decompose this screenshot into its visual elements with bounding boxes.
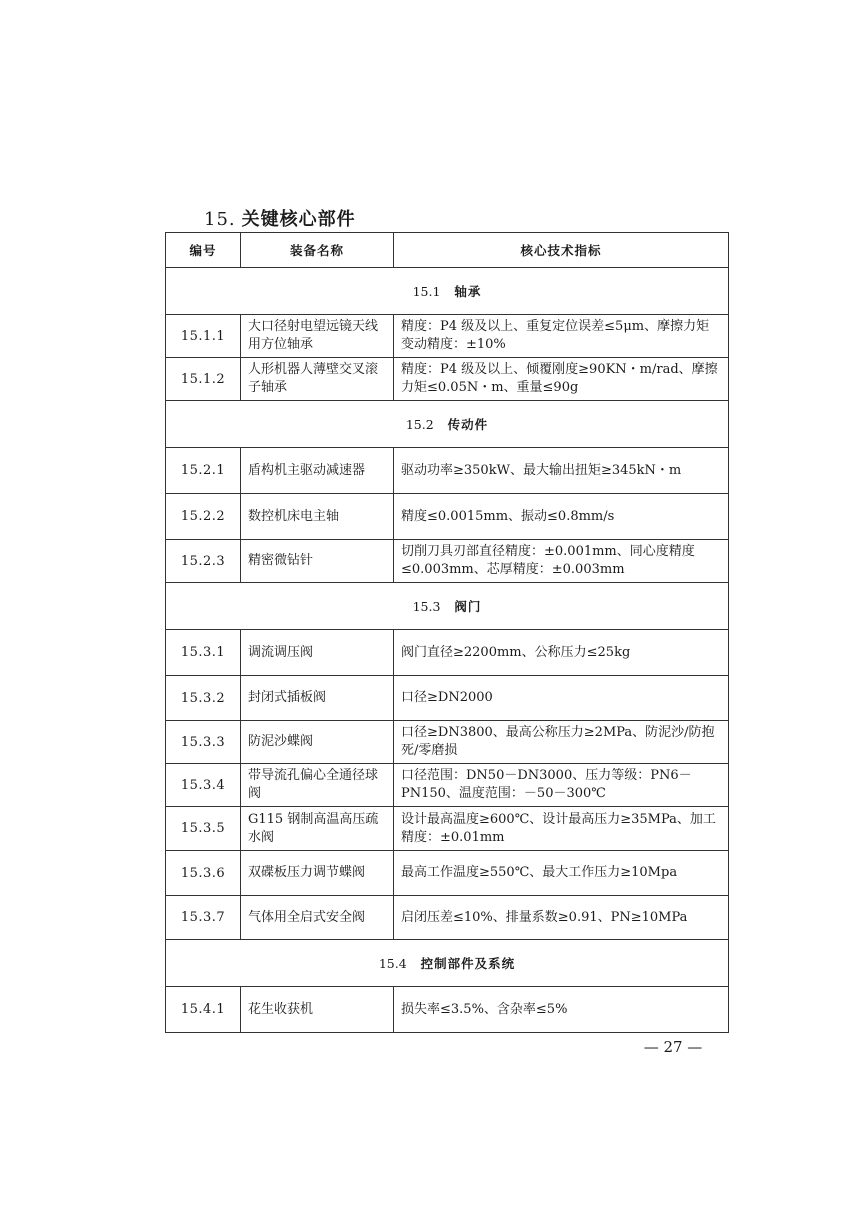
section-title-text: 关键核心部件 bbox=[241, 209, 356, 230]
row-spec: 精度：P4 级及以上、倾覆刚度≥90KN・m/rad、摩擦力矩≤0.05N・m、重量≤90g bbox=[394, 358, 729, 401]
group-row-bearing bbox=[166, 268, 729, 315]
row-id: 15.4.1 bbox=[166, 987, 241, 1033]
row-id: 15.3.4 bbox=[166, 764, 241, 807]
row-name: 盾构机主驱动减速器 bbox=[241, 448, 394, 494]
table-row bbox=[166, 721, 729, 764]
row-spec: 损失率≤3.5%、含杂率≤5% bbox=[394, 987, 729, 1033]
table-row bbox=[166, 676, 729, 721]
table-row bbox=[166, 540, 729, 583]
group-name: 控制部件及系统 bbox=[420, 956, 516, 971]
row-id: 15.1.1 bbox=[166, 315, 241, 358]
group-row-valves bbox=[166, 583, 729, 630]
group-name: 轴承 bbox=[454, 284, 482, 299]
row-spec: 口径范围：DN50－DN3000、压力等级：PN6－PN150、温度范围：－50－300℃ bbox=[394, 764, 729, 807]
row-spec: 精度：P4 级及以上、重复定位误差≤5μm、摩擦力矩变动精度：±10% bbox=[394, 315, 729, 358]
table-row bbox=[166, 358, 729, 401]
row-spec: 最高工作温度≥550℃、最大工作压力≥10Mpa bbox=[394, 851, 729, 896]
row-spec: 切削刀具刃部直径精度：±0.001mm、同心度精度≤0.003mm、芯厚精度：±0.003mm bbox=[394, 540, 729, 583]
row-name: 调流调压阀 bbox=[241, 630, 394, 676]
header-core-spec: 核心技术指标 bbox=[394, 233, 729, 268]
row-id: 15.3.6 bbox=[166, 851, 241, 896]
table-row bbox=[166, 630, 729, 676]
core-components-table bbox=[165, 232, 729, 1033]
row-name: 大口径射电望远镜天线用方位轴承 bbox=[241, 315, 394, 358]
row-name: 双碟板压力调节蝶阀 bbox=[241, 851, 394, 896]
group-cell bbox=[166, 401, 729, 448]
table-row bbox=[166, 315, 729, 358]
row-name: 气体用全启式安全阀 bbox=[241, 896, 394, 940]
table-row bbox=[166, 896, 729, 940]
header-equipment-name: 装备名称 bbox=[241, 233, 394, 268]
table-row bbox=[166, 448, 729, 494]
row-id: 15.3.2 bbox=[166, 676, 241, 721]
group-cell bbox=[166, 583, 729, 630]
group-number: 15.3 bbox=[412, 599, 441, 614]
row-name: 防泥沙蝶阀 bbox=[241, 721, 394, 764]
row-name: G115 钢制高温高压疏水阀 bbox=[241, 807, 394, 851]
row-id: 15.2.2 bbox=[166, 494, 241, 540]
table-row bbox=[166, 807, 729, 851]
section-title bbox=[204, 205, 356, 231]
row-name: 带导流孔偏心全通径球阀 bbox=[241, 764, 394, 807]
table-row bbox=[166, 987, 729, 1033]
row-name: 封闭式插板阀 bbox=[241, 676, 394, 721]
row-id: 15.2.1 bbox=[166, 448, 241, 494]
row-id: 15.3.1 bbox=[166, 630, 241, 676]
group-cell bbox=[166, 268, 729, 315]
group-number: 15.2 bbox=[405, 417, 434, 432]
table-row bbox=[166, 851, 729, 896]
row-id: 15.1.2 bbox=[166, 358, 241, 401]
group-row-control bbox=[166, 940, 729, 987]
group-name: 阀门 bbox=[454, 599, 482, 614]
row-spec: 阀门直径≥2200mm、公称压力≤25kg bbox=[394, 630, 729, 676]
row-id: 15.2.3 bbox=[166, 540, 241, 583]
row-name: 人形机器人薄壁交叉滚子轴承 bbox=[241, 358, 394, 401]
row-id: 15.3.3 bbox=[166, 721, 241, 764]
row-spec: 口径≥DN3800、最高公称压力≥2MPa、防泥沙/防抱死/零磨损 bbox=[394, 721, 729, 764]
group-cell bbox=[166, 940, 729, 987]
row-spec: 精度≤0.0015mm、振动≤0.8mm/s bbox=[394, 494, 729, 540]
row-spec: 设计最高温度≥600℃、设计最高压力≥35MPa、加工精度：±0.01mm bbox=[394, 807, 729, 851]
row-spec: 驱动功率≥350kW、最大输出扭矩≥345kN・m bbox=[394, 448, 729, 494]
header-id: 编号 bbox=[166, 233, 241, 268]
row-id: 15.3.7 bbox=[166, 896, 241, 940]
group-name: 传动件 bbox=[447, 417, 489, 432]
row-spec: 启闭压差≤10%、排量系数≥0.91、PN≥10MPa bbox=[394, 896, 729, 940]
table-header-row bbox=[166, 233, 729, 268]
row-name: 精密微钻针 bbox=[241, 540, 394, 583]
page-number: — 27 — bbox=[643, 1038, 703, 1056]
row-name: 花生收获机 bbox=[241, 987, 394, 1033]
row-id: 15.3.5 bbox=[166, 807, 241, 851]
table-row bbox=[166, 494, 729, 540]
row-name: 数控机床电主轴 bbox=[241, 494, 394, 540]
group-number: 15.1 bbox=[412, 284, 441, 299]
group-number: 15.4 bbox=[378, 956, 407, 971]
row-spec: 口径≥DN2000 bbox=[394, 676, 729, 721]
table-row bbox=[166, 764, 729, 807]
group-row-transmission bbox=[166, 401, 729, 448]
section-number: 15. bbox=[204, 209, 236, 230]
